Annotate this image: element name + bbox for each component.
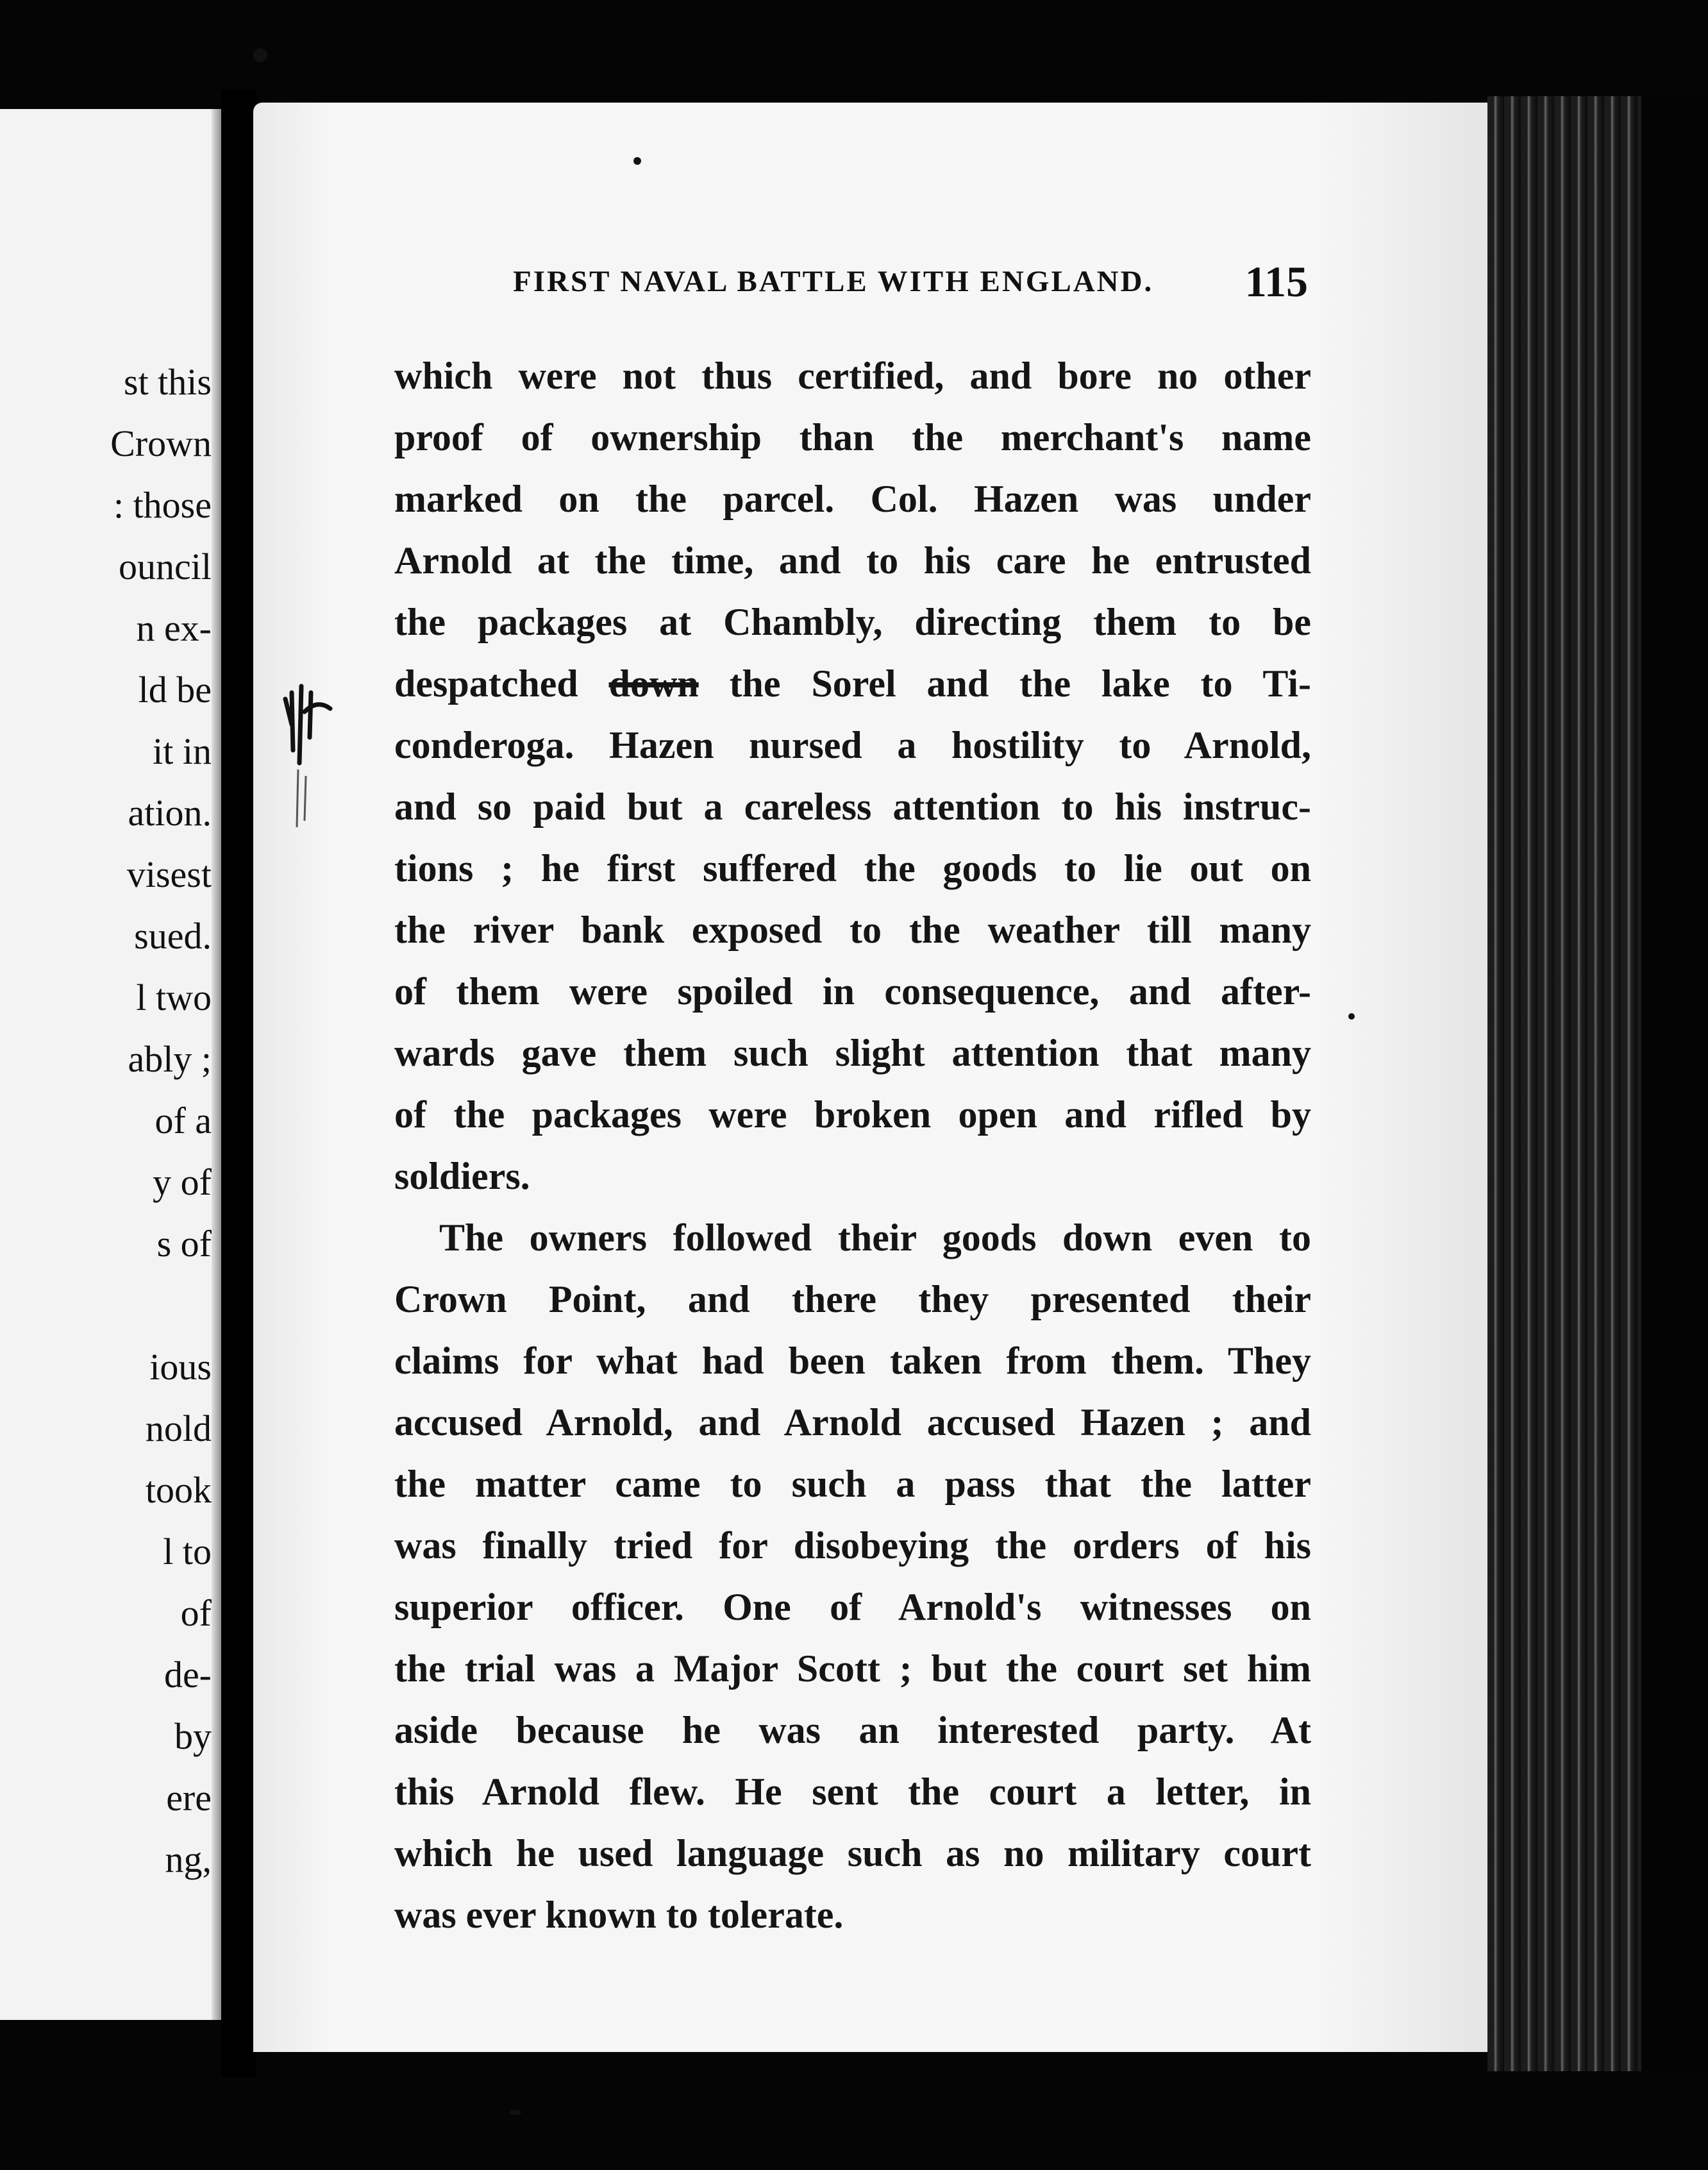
text-line: the river bank exposed to the weather till many [394, 909, 1311, 951]
text-line: Crown Point, and there they presented their [394, 1278, 1311, 1320]
book-gutter [221, 90, 256, 2078]
margin-annotation-mark [272, 673, 343, 840]
text-line: was ever known to tolerate. [394, 1894, 844, 1936]
left-page-line: took [145, 1469, 212, 1511]
left-page-line: ld be [138, 669, 212, 711]
left-page-line: ious [149, 1346, 212, 1388]
left-page-line: de- [163, 1654, 212, 1695]
text-line: The owners followed their goods down even to [439, 1216, 1311, 1259]
left-page-line: ere [166, 1777, 212, 1819]
text-line: aside because he was an interested party. At [394, 1709, 1311, 1751]
running-head [513, 257, 1308, 314]
page-number: 115 [1244, 257, 1308, 306]
text-line: was finally tried for disobeying the orders of his [394, 1524, 1311, 1567]
left-page-line: visest [126, 854, 212, 895]
left-page-line: l to [163, 1531, 212, 1572]
left-page-line: ably ; [128, 1038, 212, 1080]
text-line: soldiers. [394, 1155, 530, 1197]
left-page-line: l two [136, 977, 212, 1018]
text-segment: the Sorel and the lake to Ti- [698, 662, 1311, 705]
scan-speck [253, 48, 267, 62]
text-line: claims for what had been taken from them. They [394, 1340, 1311, 1382]
text-line: the packages at Chambly, directing them to be [394, 601, 1311, 643]
scan-speck [1348, 1013, 1355, 1020]
left-page-line: of a [155, 1100, 212, 1141]
left-page-line: ng, [165, 1838, 212, 1880]
left-page-text-fragments [0, 351, 212, 1890]
left-page-line: st this [124, 361, 212, 403]
text-line: of them were spoiled in consequence, and after- [394, 970, 1311, 1013]
text-line: this Arnold flew. He sent the court a letter, in [394, 1770, 1311, 1813]
left-page-line: ation. [128, 792, 212, 834]
text-line: accused Arnold, and Arnold accused Hazen ; and [394, 1401, 1311, 1443]
left-page-line: nold [145, 1408, 212, 1449]
text-line: which he used language such as no military court [394, 1832, 1311, 1874]
left-page-line: s of [156, 1223, 212, 1265]
text-line: and so paid but a careless attention to his instruc- [394, 786, 1311, 828]
text-line [394, 653, 1311, 714]
left-page-line: it in [153, 730, 212, 772]
left-page-line: ouncil [119, 546, 212, 587]
text-line: conderoga. Hazen nursed a hostility to Arnold, [394, 724, 1311, 766]
page-edges [1487, 96, 1654, 2071]
running-head-title: FIRST NAVAL BATTLE WITH ENGLAND. [513, 265, 1154, 298]
left-page-line: : those [113, 484, 212, 526]
text-segment: despatched [394, 662, 609, 705]
text-line: the trial was a Major Scott ; but the court set him [394, 1647, 1311, 1690]
left-page-line: sued. [134, 915, 212, 957]
left-page-line: y of [153, 1161, 212, 1203]
struck-through-word: down [608, 662, 699, 705]
page-body-text [394, 345, 1311, 1946]
text-line: proof of ownership than the merchant's name [394, 416, 1311, 458]
text-line: marked on the parcel. Col. Hazen was under [394, 478, 1311, 520]
left-page-line: of [180, 1592, 212, 1634]
left-page-line: by [174, 1715, 212, 1757]
page-edges-background [1641, 96, 1708, 2071]
scan-speck [510, 2110, 521, 2115]
text-line: of the packages were broken open and rifled by [394, 1093, 1311, 1136]
text-line: Arnold at the time, and to his care he entrusted [394, 539, 1311, 582]
text-line: superior officer. One of Arnold's witnesses on [394, 1586, 1311, 1628]
left-page-line: Crown [110, 423, 212, 464]
text-line: wards gave them such slight attention that many [394, 1032, 1311, 1074]
left-page-line: n ex- [136, 607, 212, 649]
scan-speck [633, 157, 641, 165]
left-page-line [0, 1275, 212, 1336]
text-line: tions ; he first suffered the goods to lie out on [394, 847, 1311, 889]
text-line: the matter came to such a pass that the latter [394, 1463, 1311, 1505]
text-line: which were not thus certified, and bore no other [394, 355, 1311, 397]
